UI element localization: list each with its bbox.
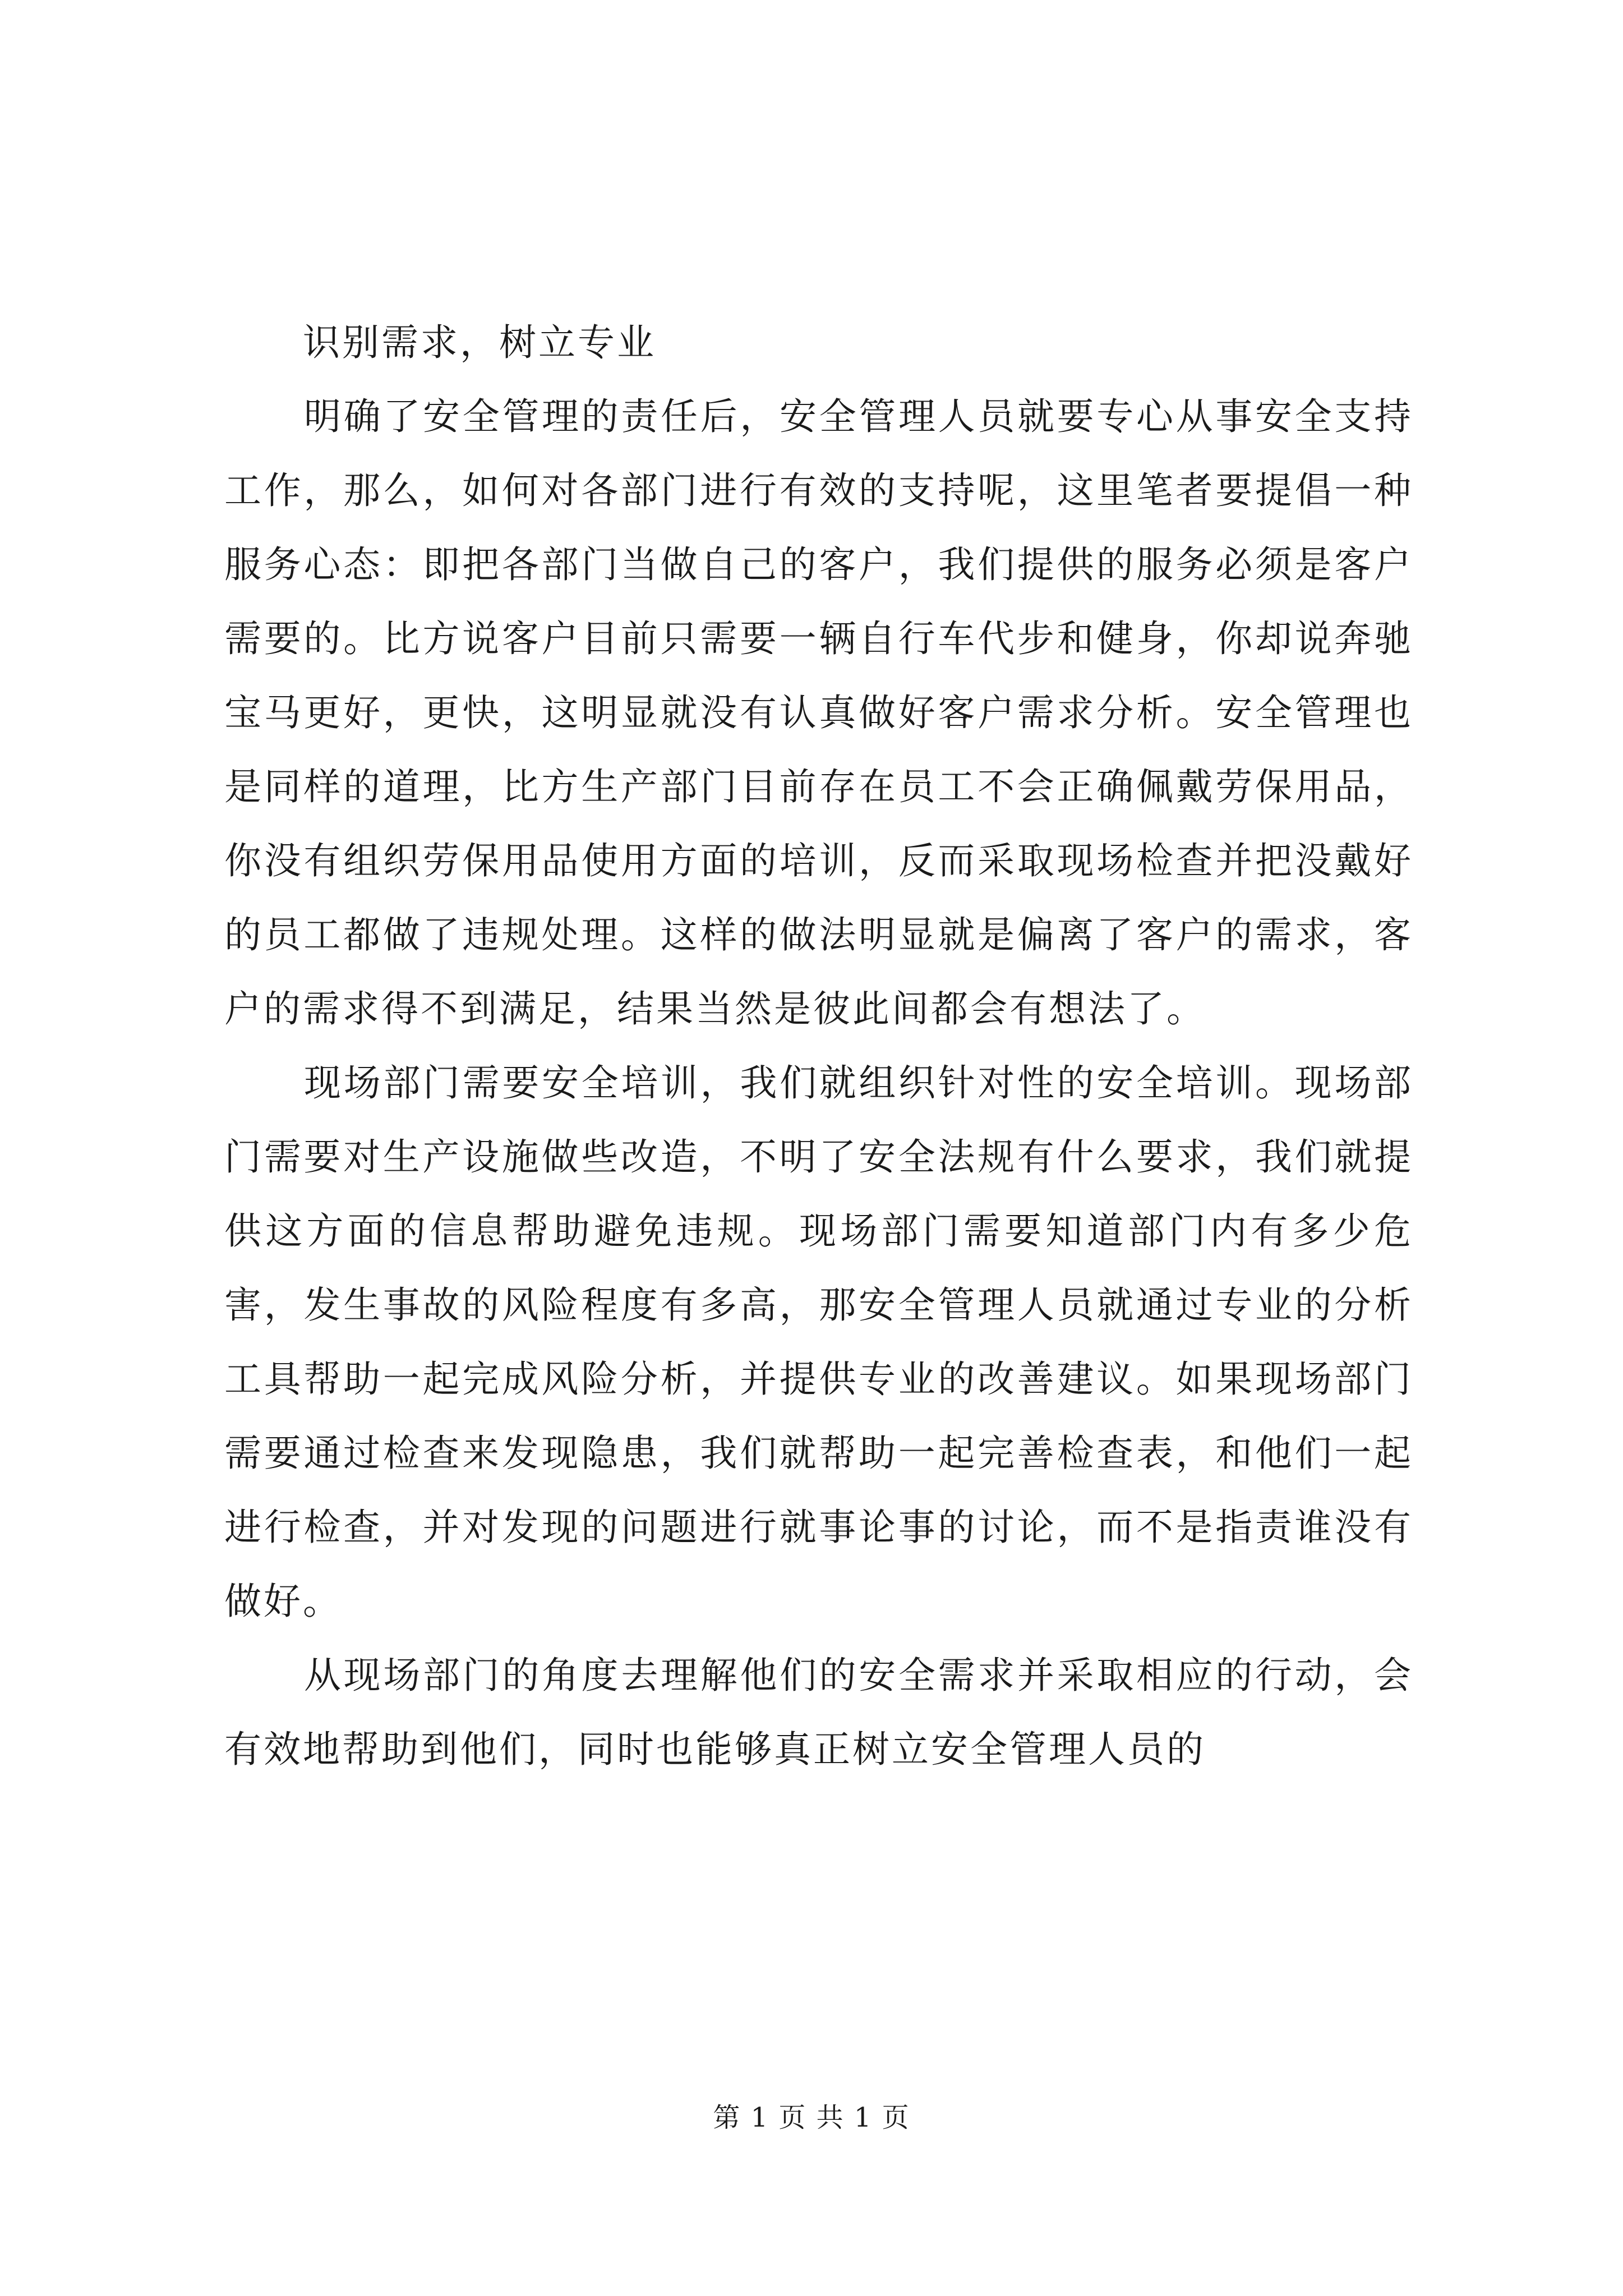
page-footer: 第 1 页 共 1 页 — [713, 2102, 910, 2133]
paragraph-3: 从现场部门的角度去理解他们的安全需求并采取相应的行动，会有效地帮助到他们，同时也能够真正树立安全管理人员的 — [224, 1654, 1413, 1771]
section-heading: 识别需求，树立专业 — [303, 321, 656, 364]
paragraph-2: 现场部门需要安全培训，我们就组织针对性的安全培训。现场部门需要对生产设施做些改造，不明了安全法规有什么要求，我们就提供这方面的信息帮助避免违规。现场部门需要知道部门内有多少危害，发生事故的风险程度有多高，那安全管理人员就通过专业的分析工具帮助一起完成风险分析，并提供专业的改善建议。如果现场部门需要通过检查来发现隐患，我们就帮助一起完善检查表，和他们一起进行检查，并对发现的问题进行就事论事的讨论，而不是指责谁没有做好。 — [224, 1061, 1413, 1623]
document-body — [224, 306, 1413, 1787]
paragraph-1: 明确了安全管理的责任后，安全管理人员就要专心从事安全支持工作，那么，如何对各部门进行有效的支持呢，这里笔者要提倡一种服务心态：即把各部门当做自己的客户，我们提供的服务必须是客户需要的。比方说客户目前只需要一辆自行车代步和健身，你却说奔驰宝马更好，更快，这明显就没有认真做好客户需求分析。安全管理也是同样的道理，比方生产部门目前存在员工不会正确佩戴劳保用品，你没有组织劳保用品使用方面的培训，反而采取现场检查并把没戴好的员工都做了违规处理。这样的做法明显就是偏离了客户的需求，客户的需求得不到满足，结果当然是彼此间都会有想法了。 — [224, 395, 1413, 1030]
